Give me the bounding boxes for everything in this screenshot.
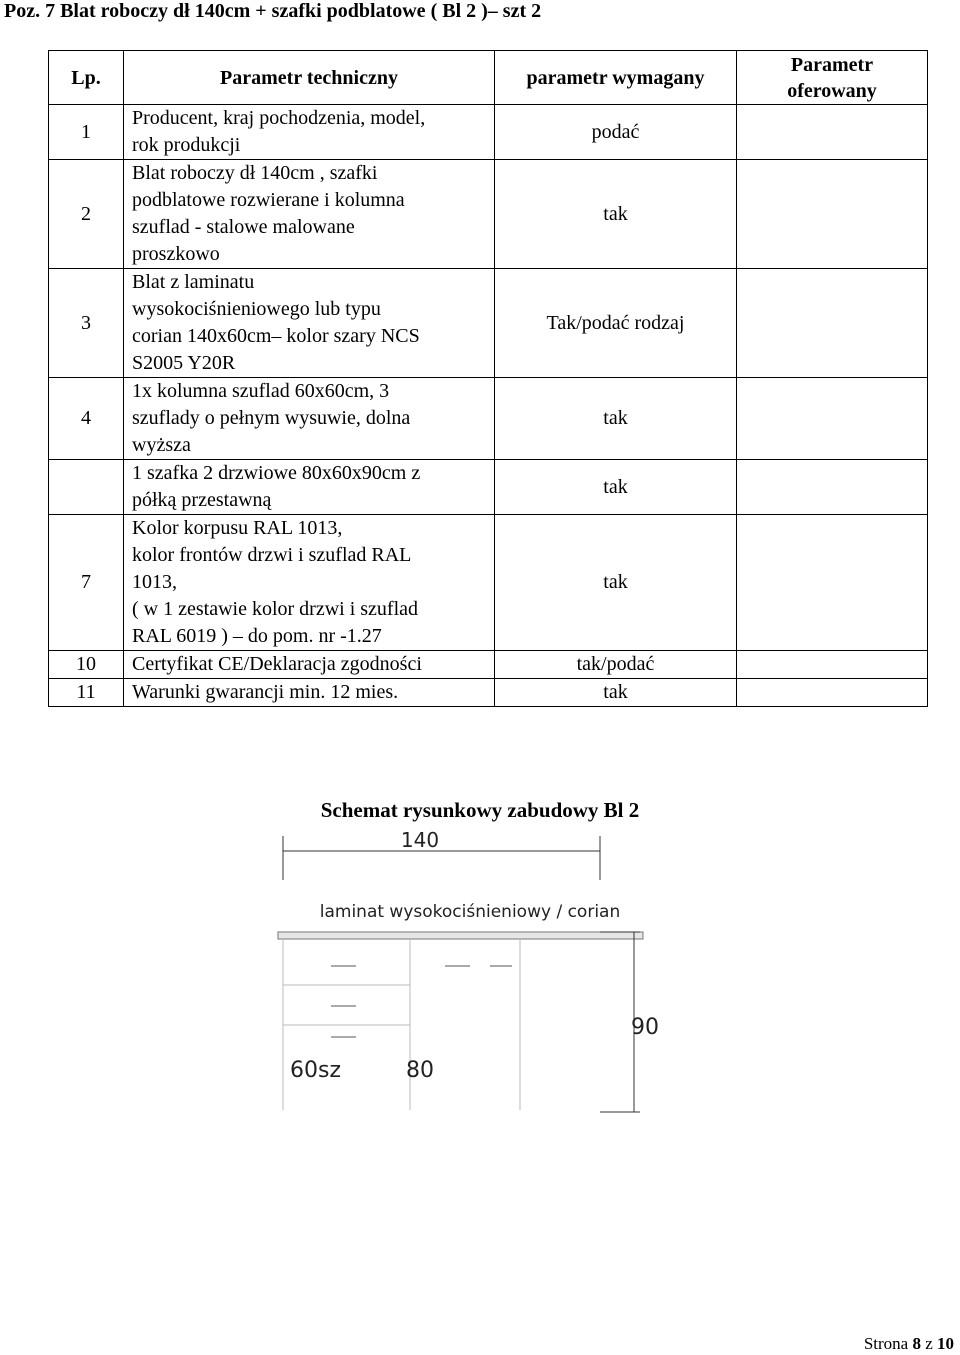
left-unit-label: 60sz — [290, 1058, 342, 1083]
parameter-line: ( w 1 zestawie kolor drzwi i szuflad — [132, 598, 419, 620]
header-required: parametr wymagany — [495, 51, 737, 105]
table-row — [49, 269, 928, 378]
required-value: podać — [495, 105, 737, 160]
height-label: 90 — [631, 1015, 659, 1040]
drawer-handles — [331, 966, 356, 1037]
table-row — [49, 460, 928, 515]
parameter-line: 1x kolumna szuflad 60x60cm, 3 — [132, 380, 390, 402]
footer-prefix: Strona — [863, 1334, 909, 1353]
parameter-line: Warunki gwarancji min. 12 mies. — [132, 681, 399, 703]
parameter-line: Blat roboczy dł 140cm , szafki — [132, 162, 378, 184]
parameter-line: S2005 Y20R — [132, 352, 236, 374]
width-dimension — [283, 836, 600, 880]
parameter-line: Kolor korpusu RAL 1013, — [132, 517, 343, 539]
parameter-line: Producent, kraj pochodzenia, model, — [132, 107, 426, 129]
header-parameter: Parametr techniczny — [124, 51, 495, 105]
parameter-line: wysokociśnieniowego lub typu — [132, 298, 381, 320]
table-row — [49, 651, 928, 679]
parameter-line: półką przestawną — [132, 489, 272, 511]
required-value: tak — [495, 515, 737, 651]
footer-page: 8 — [912, 1334, 921, 1353]
parameter-cell — [124, 269, 495, 378]
parameter-line: podblatowe rozwierane i kolumna — [132, 189, 405, 211]
offered-value[interactable] — [737, 460, 928, 515]
parameter-cell — [124, 651, 495, 679]
row-number: 10 — [49, 651, 124, 679]
cabinet-drawing — [0, 820, 960, 1120]
page-footer — [864, 1334, 954, 1354]
parameter-line: Certyfikat CE/Deklaracja zgodności — [132, 653, 422, 675]
material-label: laminat wysokociśnieniowy / corian — [319, 902, 621, 922]
parameter-cell — [124, 378, 495, 460]
cabinet-front — [283, 940, 520, 1110]
offered-value[interactable] — [737, 160, 928, 269]
footer-total: 10 — [937, 1334, 954, 1353]
offered-value[interactable] — [737, 515, 928, 651]
required-value: tak — [495, 460, 737, 515]
row-number: 11 — [49, 679, 124, 707]
parameter-line: corian 140x60cm– kolor szary NCS — [132, 325, 420, 347]
row-number: 4 — [49, 378, 124, 460]
right-unit-label: 80 — [406, 1058, 434, 1083]
countertop — [278, 932, 643, 939]
offered-value[interactable] — [737, 105, 928, 160]
header-lp: Lp. — [49, 51, 124, 105]
offered-value[interactable] — [737, 378, 928, 460]
parameter-line: szuflady o pełnym wysuwie, dolna — [132, 407, 411, 429]
parameter-line: kolor frontów drzwi i szuflad RAL — [132, 544, 412, 566]
offered-value[interactable] — [737, 269, 928, 378]
table-row — [49, 515, 928, 651]
required-value: tak — [495, 679, 737, 707]
required-value: tak/podać — [495, 651, 737, 679]
table-header-row — [49, 51, 928, 105]
header-offered: Parametr oferowany — [737, 51, 928, 105]
row-number: 7 — [49, 515, 124, 651]
required-value: Tak/podać rodzaj — [495, 269, 737, 378]
drawing-title: Schemat rysunkowy zabudowy Bl 2 — [320, 798, 640, 822]
page-heading: Poz. 7 Blat roboczy dł 140cm + szafki podblatowe ( Bl 2 )– szt 2 — [4, 0, 542, 22]
parameter-cell — [124, 160, 495, 269]
row-number: 2 — [49, 160, 124, 269]
required-value: tak — [495, 378, 737, 460]
offered-value[interactable] — [737, 679, 928, 707]
row-number: 1 — [49, 105, 124, 160]
footer-separator: z — [925, 1334, 933, 1353]
table-row — [49, 160, 928, 269]
parameter-line: wyższa — [132, 434, 191, 456]
parameter-cell — [124, 679, 495, 707]
width-label: 140 — [400, 828, 440, 852]
parameter-cell — [124, 105, 495, 160]
parameter-cell — [124, 515, 495, 651]
row-number — [49, 460, 124, 515]
parameter-line: 1013, — [132, 571, 177, 593]
spec-table — [48, 50, 928, 707]
parameter-line: 1 szafka 2 drzwiowe 80x60x90cm z — [132, 462, 421, 484]
table-row — [49, 105, 928, 160]
row-number: 3 — [49, 269, 124, 378]
parameter-line: Blat z laminatu — [132, 271, 255, 293]
parameter-line: rok produkcji — [132, 134, 241, 156]
parameter-cell — [124, 460, 495, 515]
parameter-line: szuflad - stalowe malowane — [132, 216, 355, 238]
table-row — [49, 378, 928, 460]
parameter-line: RAL 6019 ) – do pom. nr -1.27 — [132, 625, 382, 647]
offered-value[interactable] — [737, 651, 928, 679]
required-value: tak — [495, 160, 737, 269]
parameter-line: proszkowo — [132, 243, 220, 265]
table-row — [49, 679, 928, 707]
